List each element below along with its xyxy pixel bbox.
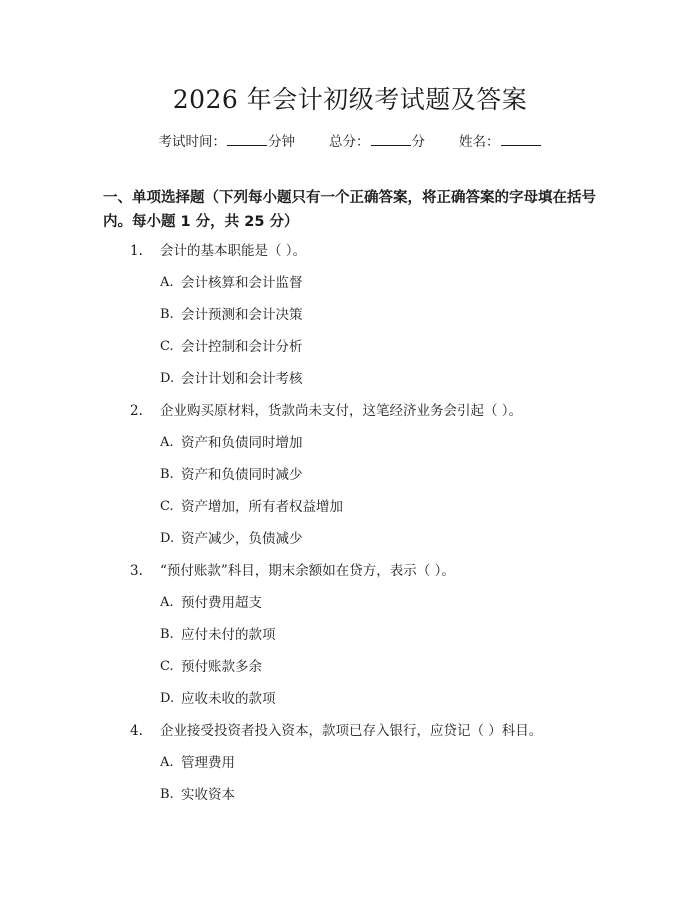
total-score-blank[interactable] (371, 132, 411, 146)
option-letter: B. (160, 467, 174, 482)
total-score-unit: 分 (411, 134, 425, 150)
question-number: 4. (130, 723, 143, 739)
question-list (0, 241, 700, 817)
question-number: 3. (130, 563, 143, 579)
name-blank[interactable] (501, 132, 541, 146)
option-letter: A. (160, 595, 174, 610)
exam-info-line (0, 132, 700, 152)
option-item[interactable] (0, 465, 700, 497)
section-heading (103, 186, 603, 234)
option-text: 会计预测和会计决策 (181, 307, 303, 323)
question-stem: 企业接受投资者投入资本，款项已存入银行，应贷记（ ）科目。 (160, 723, 543, 739)
question-1 (0, 241, 700, 273)
option-item[interactable] (0, 625, 700, 657)
option-letter: A. (160, 275, 174, 290)
option-item[interactable] (0, 529, 700, 561)
option-item[interactable] (0, 657, 700, 689)
option-item[interactable] (0, 785, 700, 817)
question-4 (0, 721, 700, 753)
option-letter: D. (160, 531, 175, 546)
question-number: 2. (130, 403, 143, 419)
exam-time-unit: 分钟 (268, 134, 295, 150)
option-text: 会计控制和会计分析 (181, 339, 303, 355)
option-letter: A. (160, 435, 174, 450)
option-text: 会计计划和会计考核 (181, 371, 303, 387)
option-item[interactable] (0, 689, 700, 721)
option-letter: D. (160, 371, 175, 386)
option-letter: A. (160, 755, 174, 770)
total-score-field (329, 132, 425, 152)
option-text: 实收资本 (181, 787, 235, 803)
exam-time-label: 考试时间： (158, 134, 226, 150)
option-text: 资产增加，所有者权益增加 (181, 499, 343, 515)
option-item[interactable] (0, 337, 700, 369)
option-letter: C. (160, 659, 174, 674)
question-2 (0, 401, 700, 433)
option-text: 预付费用超支 (181, 595, 262, 611)
option-letter: B. (160, 627, 174, 642)
option-text: 会计核算和会计监督 (181, 275, 303, 291)
exam-time-blank[interactable] (227, 132, 267, 146)
option-item[interactable] (0, 433, 700, 465)
option-letter: B. (160, 787, 174, 802)
option-text: 应收未收的款项 (181, 691, 276, 707)
question-stem: 企业购买原材料，货款尚未支付，这笔经济业务会引起（ ）。 (160, 403, 523, 419)
option-text: 资产和负债同时增加 (181, 435, 303, 451)
question-3 (0, 561, 700, 593)
option-item[interactable] (0, 497, 700, 529)
option-letter: D. (160, 691, 175, 706)
exam-time-field (159, 132, 296, 152)
option-item[interactable] (0, 753, 700, 785)
question-stem: “预付账款”科目，期末余额如在贷方，表示（ ）。 (160, 563, 455, 579)
section-heading-line-2: 内。每小题 1 分，共 25 分） (103, 214, 299, 230)
option-item[interactable] (0, 593, 700, 625)
option-letter: C. (160, 499, 174, 514)
option-text: 管理费用 (181, 755, 235, 771)
name-field (459, 132, 542, 152)
option-text: 资产减少，负债减少 (181, 531, 303, 547)
exam-title: 2026 年会计初级考试题及答案 (172, 85, 528, 114)
option-text: 资产和负债同时减少 (181, 467, 303, 483)
section-heading-line-1: 一、单项选择题（下列每小题只有一个正确答案，将正确答案的字母填在括号 (103, 190, 596, 206)
option-item[interactable] (0, 369, 700, 401)
option-text: 预付账款多余 (181, 659, 262, 675)
option-item[interactable] (0, 273, 700, 305)
option-letter: B. (160, 307, 174, 322)
option-item[interactable] (0, 305, 700, 337)
question-stem: 会计的基本职能是（ ）。 (160, 243, 307, 259)
name-label: 姓名： (459, 134, 500, 150)
option-text: 应付未付的款项 (181, 627, 276, 643)
total-score-label: 总分： (329, 134, 370, 150)
option-letter: C. (160, 339, 174, 354)
question-number: 1. (130, 243, 143, 259)
